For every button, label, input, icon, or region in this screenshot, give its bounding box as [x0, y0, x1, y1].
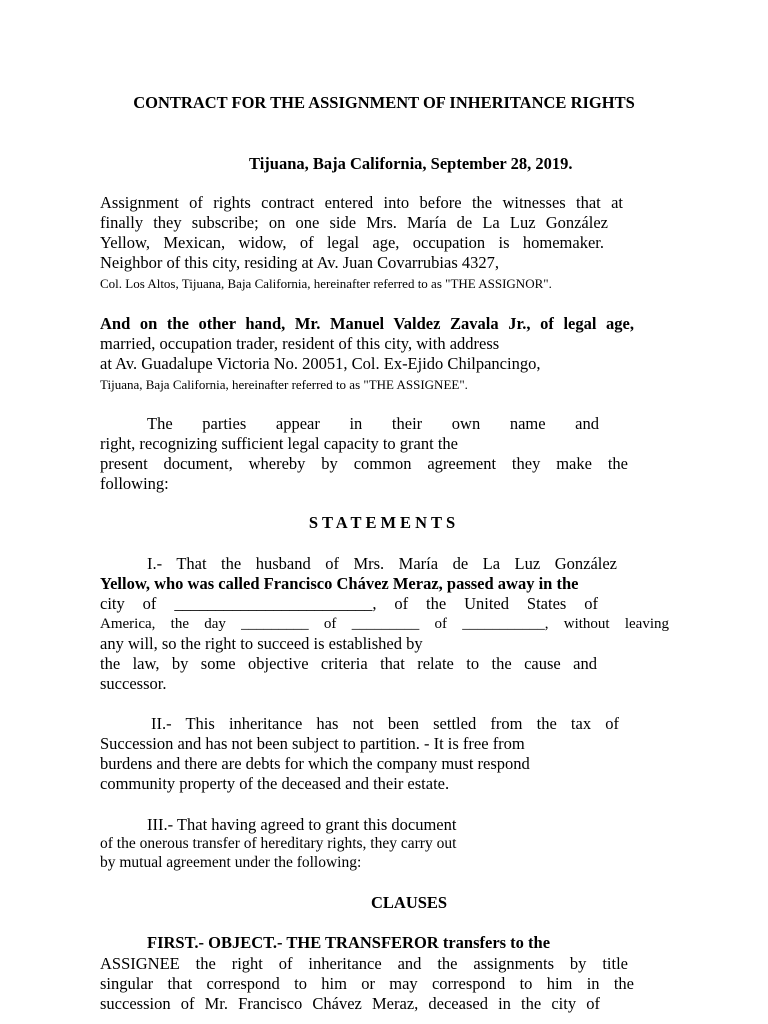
preamble-line: Yellow, Mexican, widow, of legal age, occupation is homemaker.: [100, 233, 604, 252]
parties-line: following:: [100, 474, 169, 493]
statement-line: community property of the deceased and their estate.: [100, 774, 450, 793]
document-title: CONTRACT FOR THE ASSIGNMENT OF INHERITANCE RIGHTS: [133, 93, 635, 112]
preamble-line: Col. Los Altos, Tijuana, Baja California, hereinafter referred to as "THE ASSIGNOR".: [100, 276, 552, 291]
statement-line: II.- This inheritance has not been settled from the tax of: [151, 714, 619, 733]
clause-line: succession of Mr. Francisco Chávez Meraz, deceased in the city of: [100, 994, 600, 1013]
clauses-heading: CLAUSES: [371, 893, 448, 912]
clause-line: singular that correspond to him or may correspond to him in the: [100, 974, 634, 993]
parties-line: present document, whereby by common agreement they make the: [100, 454, 628, 473]
place-and-date: Tijuana, Baja California, September 28, 2019.: [249, 154, 573, 173]
statement-line: burdens and there are debts for which the company must respond: [100, 754, 530, 773]
statement-line: III.- That having agreed to grant this document: [147, 815, 457, 834]
statement-line: America, the day _________ of _________ of ___________, without leaving: [100, 616, 669, 632]
statement-line: Yellow, who was called Francisco Chávez Meraz, passed away in the: [100, 574, 579, 593]
statement-line: by mutual agreement under the following:: [100, 854, 362, 871]
statement-line: the law, by some objective criteria that relate to the cause and: [100, 654, 597, 673]
statement-line: Succession and has not been subject to partition. - It is free from: [100, 734, 525, 753]
parties-line: The parties appear in their own name and: [147, 414, 599, 433]
preamble-line: Neighbor of this city, residing at Av. Juan Covarrubias 4327,: [100, 253, 499, 272]
statements-heading: STATEMENTS: [308, 513, 460, 532]
statement-line: any will, so the right to succeed is established by: [100, 634, 423, 653]
clause-line: FIRST.- OBJECT.- THE TRANSFEROR transfers to the: [147, 933, 551, 952]
statement-line: I.- That the husband of Mrs. María de La Luz González: [147, 554, 617, 573]
assignee-line: at Av. Guadalupe Victoria No. 20051, Col. Ex-Ejido Chilpancingo,: [100, 354, 541, 373]
clause-line: ASSIGNEE the right of inheritance and the assignments by title: [100, 954, 628, 973]
preamble-line: finally they subscribe; on one side Mrs. María de La Luz González: [100, 213, 608, 232]
preamble-line: Assignment of rights contract entered into before the witnesses that at: [100, 193, 623, 212]
assignee-line: Tijuana, Baja California, hereinafter referred to as "THE ASSIGNEE".: [100, 377, 468, 392]
statement-line: successor.: [100, 674, 167, 693]
parties-line: right, recognizing sufficient legal capacity to grant the: [100, 434, 458, 453]
statement-line: city of ________________________, of the United States of: [100, 594, 598, 613]
statement-line: of the onerous transfer of hereditary rights, they carry out: [100, 835, 457, 852]
assignee-line: married, occupation trader, resident of this city, with address: [100, 334, 500, 353]
assignee-line: And on the other hand, Mr. Manuel Valdez Zavala Jr., of legal age,: [100, 314, 634, 333]
